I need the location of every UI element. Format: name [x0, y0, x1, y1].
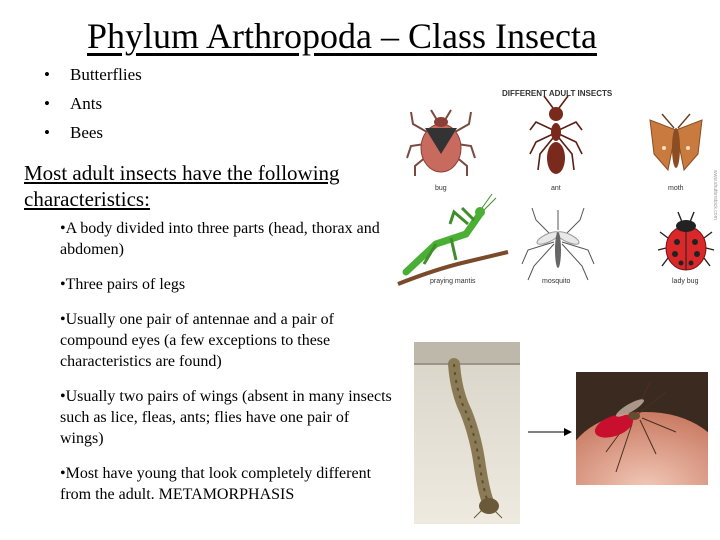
label-lady-bug: lady bug [672, 278, 699, 285]
label-moth: moth [668, 185, 684, 192]
arrow-icon [528, 425, 574, 439]
mosquito-feeding-photo [576, 372, 708, 485]
list-item: • Ants [44, 89, 142, 118]
list-item-text: Bees [70, 123, 104, 142]
characteristic-item: •Usually two pairs of wings (absent in many insects such as lice, fleas, ants; flies have one pair of wings) [60, 388, 392, 447]
illustration-credit: www.shutterstock.com [712, 170, 718, 220]
characteristic-item: •Usually one pair of antennae and a pair of compound eyes (a few exceptions to these characteristics are found) [60, 311, 334, 370]
characteristic-item: •A body divided into three parts (head, thorax and abdomen) [60, 220, 380, 258]
characteristics-list [60, 218, 395, 519]
ant-icon [530, 96, 582, 174]
ladybug-icon [658, 212, 714, 270]
list-item-text: Ants [70, 94, 103, 113]
list-item: • Butterflies [44, 60, 142, 89]
insect-examples-list [44, 60, 142, 147]
characteristics-heading: Most adult insects have the following characteristics: [24, 161, 340, 211]
characteristic-item: •Most have young that look completely different from the adult. METAMORPHASIS [60, 465, 372, 503]
mantis-icon [398, 194, 508, 284]
adult-insects-illustration [396, 84, 720, 296]
label-ant: ant [551, 185, 561, 192]
list-item-text: Butterflies [70, 65, 142, 84]
slide-title: Phylum Arthropoda – Class Insecta [87, 16, 597, 56]
list-item: • Bees [44, 118, 142, 147]
bug-icon [407, 110, 475, 176]
illustration-heading: DIFFERENT ADULT INSECTS [502, 89, 613, 98]
moth-icon [650, 114, 702, 170]
label-bug: bug [435, 185, 447, 192]
mosquito-icon [522, 208, 594, 280]
label-praying-mantis: praying mantis [430, 278, 476, 285]
characteristic-item: •Three pairs of legs [60, 276, 186, 293]
mosquito-larva-photo [414, 342, 520, 524]
label-mosquito: mosquito [542, 278, 571, 285]
